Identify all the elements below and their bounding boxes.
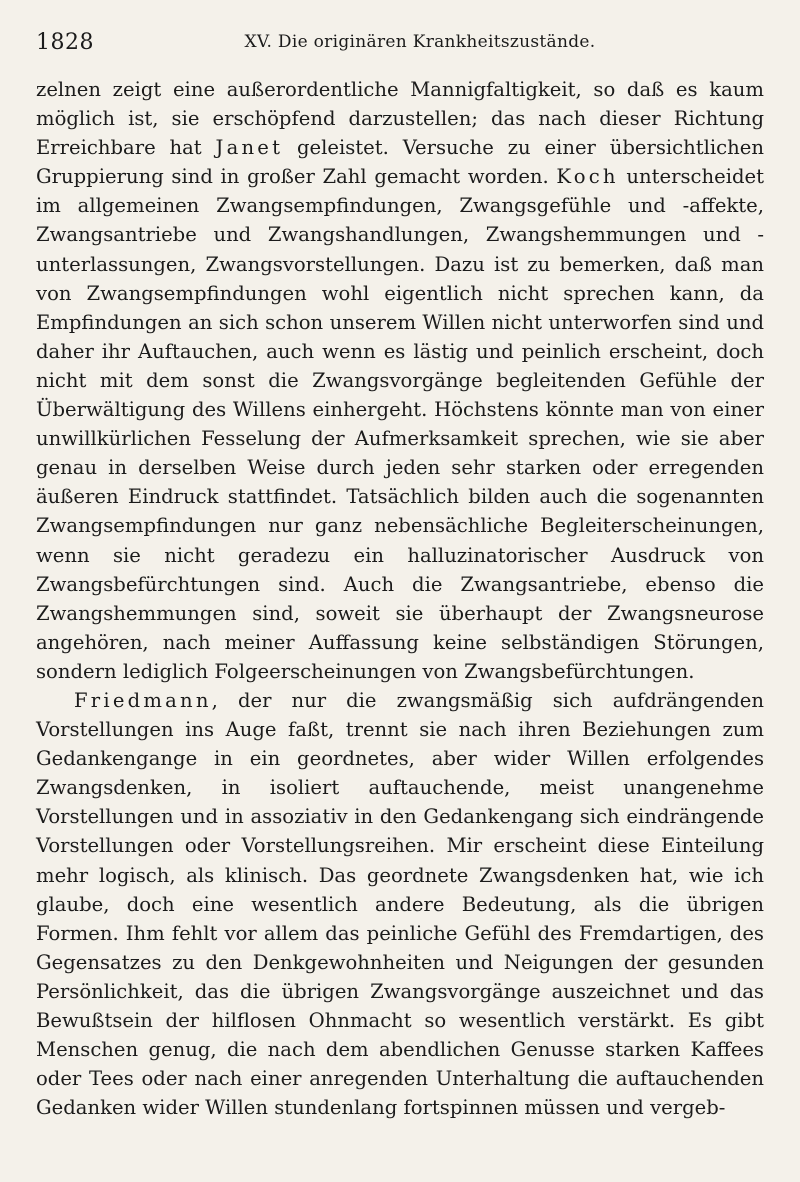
paragraph-text: , der nur die zwangsmäßig sich aufdrängenden Vorstellungen ins Auge faßt, trennt sie nach ihren Beziehungen zum Gedankengange in ein geordnetes, aber wider Willen erfolgendes Zwangsdenken, in isoliert auftauchende, meist unangenehme Vorstellungen und in assoziativ in den Gedankengang sich eindrängende Vorstellungen oder Vorstellungsreihen. Mir erscheint diese Einteilung mehr logisch, als klinisch. Das geordnete Zwangsdenken hat, wie ich glaube, doch eine wesentlich andere Bedeutung, als die übrigen Formen. Ihm fehlt vor allem das peinliche Gefühl des Fremdartigen, des Gegensatzes zu den Denkgewohnheiten und Neigungen der gesunden Persönlichkeit, das die übrigen Zwangsvorgänge auszeichnet und das Bewußtsein der hilflosen Ohnmacht so wesentlich verstärkt. Es gibt Menschen genug, die nach dem abendlichen Genusse starken Kaffees oder Tees oder nach einer anregenden Unterhaltung die auftauchenden Gedanken wider Willen stundenlang fortspinnen müssen und vergeb- <box>36 688 764 1120</box>
paragraph-text: unterscheidet im allgemeinen Zwangsempfindungen, Zwangsgefühle und -affekte, Zwangsantriebe und Zwangshandlungen, Zwangshemmungen und -unterlassungen, Zwangsvorstellungen. Dazu ist zu bemerken, daß man von Zwangsempfindungen wohl eigentlich nicht sprechen kann, da Empfindungen an sich schon unserem Willen nicht unterworfen sind und daher ihr Auftauchen, auch wenn es lästig und peinlich erscheint, doch nicht mit dem sonst die Zwangsvorgänge begleitenden Gefühle der Überwältigung des Willens einhergeht. Höchstens könnte man von einer unwillkürlichen Fesselung der Aufmerksamkeit sprechen, wie sie aber genau in derselben Weise durch jeden sehr starken oder erregenden äußeren Eindruck stattfindet. Tatsächlich bilden auch die sogenannten Zwangsempfindungen nur ganz nebensächliche Begleiterscheinungen, wenn sie nicht geradezu ein halluzinatorischer Ausdruck von Zwangsbefürchtungen sind. Auch die Zwangsantriebe, ebenso die Zwangshemmungen sind, soweit sie überhaupt der Zwangsneurose angehören, nach meiner Auffassung keine selbständigen Störungen, sondern lediglich Folgeerscheinungen von Zwangsbefürchtungen. <box>36 165 764 683</box>
body-text <box>36 75 764 1122</box>
running-head <box>36 30 764 60</box>
author-name-friedmann: Friedmann <box>74 688 212 712</box>
author-name-koch: Koch <box>556 165 619 189</box>
paragraph-text: geleistet. Versuche zu einer übersichtlichen Gruppierung sind in großer Zahl gemacht worden. <box>36 136 764 189</box>
author-name-janet: Janet <box>215 136 284 160</box>
paragraph-text: zelnen zeigt eine außerordentliche Mannigfaltigkeit, so daß es kaum möglich ist, sie erschöpfend darzustellen; das nach dieser Richtung Erreichbare hat <box>36 78 764 160</box>
paragraph-1 <box>36 75 764 686</box>
paragraph-2 <box>36 686 764 1122</box>
chapter-title: XV. Die originären Krankheitszustände. <box>244 32 596 52</box>
page-number: 1828 <box>36 30 94 55</box>
